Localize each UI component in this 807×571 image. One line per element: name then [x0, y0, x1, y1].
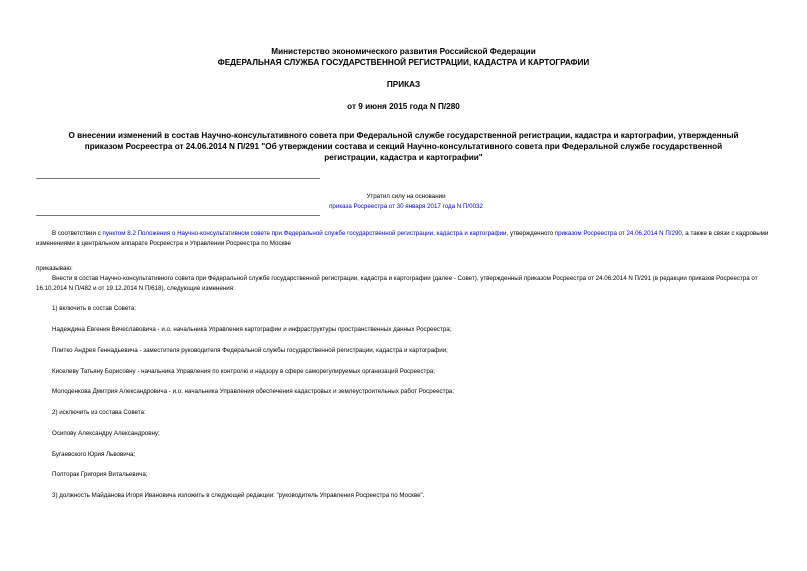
- list-item: 3) должность Майданова Игоря Ивановича изложить в следующей редакции: "руководитель Управления Росреестра по Москве".: [52, 492, 425, 499]
- divider-bottom: [36, 215, 320, 216]
- document-title: О внесении изменений в состав Научно-консультативного совета при Федеральной службе государственной регистрации, кадастра и картографии, утвержденный приказом Росреестра от 24.06.2014 N П/291 "Об утверждении состава и секций Научно-консультативного совета при Федеральной службе государственной регистрации, кадастра и картографии": [68, 131, 739, 163]
- service-heading: ФЕДЕРАЛЬНАЯ СЛУЖБА ГОСУДАРСТВЕННОЙ РЕГИСТРАЦИИ, КАДАСТРА И КАРТОГРАФИИ: [217, 58, 590, 67]
- divider-top: [36, 178, 320, 179]
- order-word: приказываю:: [36, 265, 73, 272]
- regulation-link[interactable]: пунктом 8.2 Положения о Научно-консультативном совете при Федеральной службе государственной регистрации, кадастра и картографии: [102, 230, 507, 237]
- doc-date-number: от 9 июня 2015 года N П/280: [347, 102, 460, 111]
- list-item: Надеждина Евгения Вячеславовича - и.о. начальника Управления картографии и инфраструктуры пространственных данных Росреестра;: [52, 326, 452, 333]
- list-item: Молоденкова Дмитрия Александровича - и.о. начальника Управления обеспечения кадастровых и землеустроительных работ Росреестра;: [52, 388, 455, 395]
- list-item: 2) исключить из состава Совета:: [52, 409, 146, 416]
- list-item: Бугаевского Юрия Львовича;: [52, 451, 136, 458]
- list-item: 1) включить в состав Совета:: [52, 305, 137, 312]
- list-item: Полторак Григория Витальевича;: [52, 471, 148, 478]
- repeal-order-link[interactable]: приказа Росреестра от 30 января 2017 года N П/0032: [329, 203, 483, 210]
- status-note: Утратил силу на основании: [366, 193, 446, 200]
- preamble-paragraph: В соответствии с пунктом 8.2 Положения о Научно-консультативном совете при Федеральной службе государственной регистрации, кадастра и картографии, утвержденного приказом Росреестра от 24.06.2014 N П/290, а также в связи с кадровыми изменениями в центральном аппарате Росреестра и Управлении Росреестра по Москве: [36, 230, 769, 247]
- list-item: Плитко Андрея Геннадьевича - заместителя руководителя Федеральной службы государственной регистрации, кадастра и картографии;: [52, 347, 448, 354]
- doc-type-heading: ПРИКАЗ: [386, 80, 421, 89]
- body-paragraph: Внести в состав Научно-консультативного совета при Федеральной службе государственной регистрации, кадастра и картографии (далее - Совет), утвержденный приказом Росреестра от 24.06.2014 N П/291 (в редакции приказов Росреестра от 16.10.2014 N П/482 и от 19.12.2014 N П/618), следующие изменения:: [36, 275, 758, 292]
- ministry-heading: Министерство экономического развития Российской Федерации: [271, 47, 536, 56]
- order-290-link[interactable]: приказом Росреестра от 24.06.2014 N П/290: [554, 230, 682, 237]
- list-item: Осипову Александру Александровну;: [52, 430, 160, 437]
- list-item: Киселеву Татьяну Борисовну - начальника Управления по контролю и надзору в сфере саморегулируемых организаций Росреестра;: [52, 368, 435, 375]
